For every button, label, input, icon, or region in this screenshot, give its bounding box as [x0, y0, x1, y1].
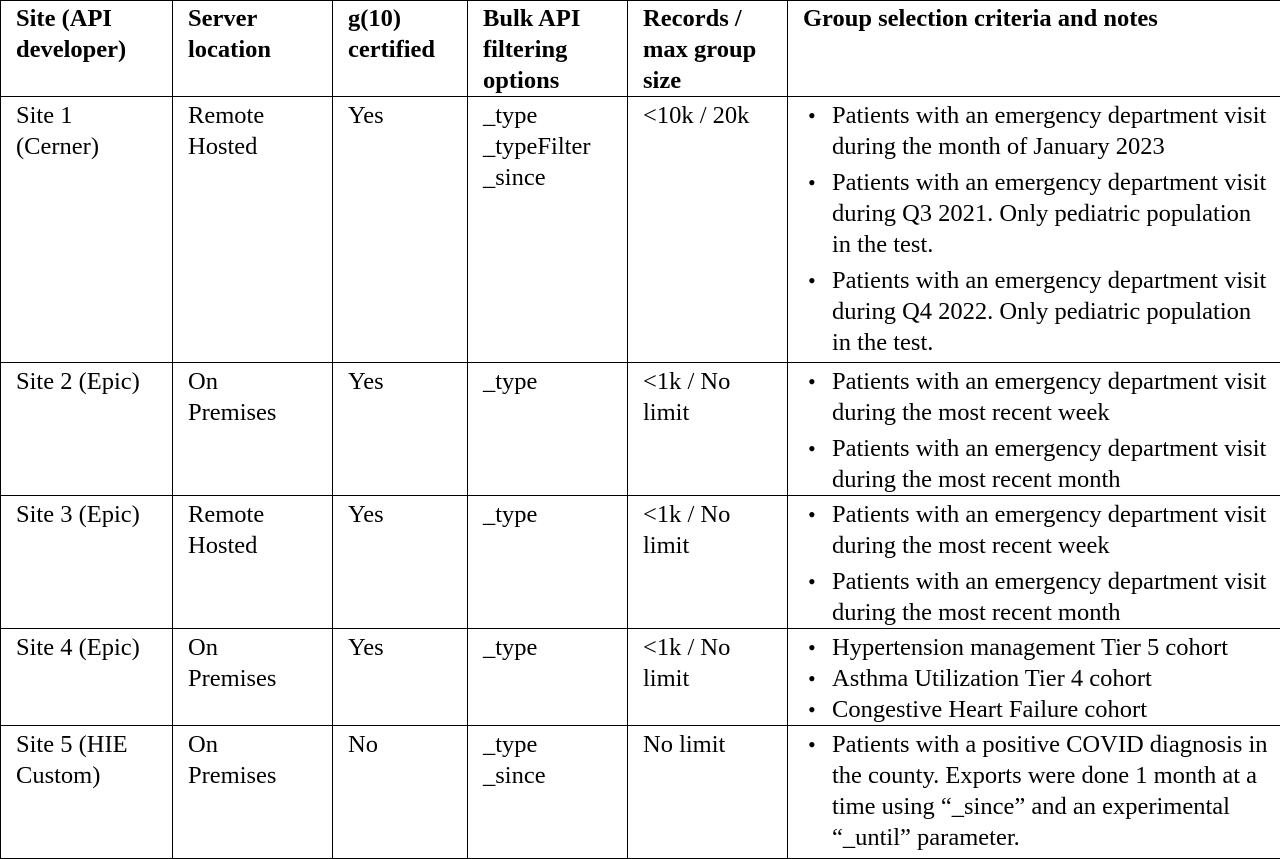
criteria-text: Asthma Utilization Tier 4 cohort — [832, 663, 1272, 694]
g10-value: No — [348, 729, 459, 760]
header-server-location — [173, 1, 333, 97]
server-line: On — [188, 729, 324, 760]
bulk-option: _type — [483, 729, 619, 760]
cell-server-location — [173, 496, 333, 629]
header-bulk-line: filtering — [483, 34, 619, 65]
bullet-icon: • — [808, 366, 816, 397]
criteria-text: Patients with a positive COVID diagnosis in the county. Exports were done 1 month at a time using “_since” and an experimental “_until” parameter. — [832, 729, 1272, 853]
site-line: Site 1 — [16, 100, 164, 131]
server-line: Remote — [188, 100, 324, 131]
site-line: Site 2 (Epic) — [16, 366, 164, 397]
cell-server-location — [173, 726, 333, 859]
cell-bulk-api — [468, 496, 628, 629]
server-line: Hosted — [188, 530, 324, 561]
cell-records — [628, 726, 788, 859]
cell-server-location — [173, 97, 333, 363]
list-item — [803, 265, 1272, 358]
bullet-icon: • — [808, 499, 816, 530]
server-line: Premises — [188, 663, 324, 694]
list-item — [803, 100, 1272, 162]
criteria-text: Patients with an emergency department visit during the most recent week — [832, 366, 1272, 428]
server-line: Premises — [188, 760, 324, 791]
header-site-line: Site (API — [16, 3, 164, 34]
g10-value: Yes — [348, 100, 459, 131]
cell-site — [1, 363, 173, 496]
header-criteria-line: Group selection criteria and notes — [803, 3, 1272, 34]
table-row — [1, 97, 1280, 363]
bulk-option: _since — [483, 162, 619, 193]
header-records — [628, 1, 788, 97]
header-site-line: developer) — [16, 34, 164, 65]
cell-server-location — [173, 629, 333, 726]
list-item — [803, 499, 1272, 561]
header-site — [1, 1, 173, 97]
cell-g10-certified — [333, 726, 468, 859]
records-line: <1k / No — [643, 499, 779, 530]
cell-bulk-api — [468, 726, 628, 859]
server-line: Remote — [188, 499, 324, 530]
cell-bulk-api — [468, 629, 628, 726]
cell-criteria — [788, 726, 1280, 859]
cell-site — [1, 496, 173, 629]
header-server-line: location — [188, 34, 324, 65]
records-line: No limit — [643, 729, 779, 760]
server-line: Hosted — [188, 131, 324, 162]
bulk-option: _typeFilter — [483, 131, 619, 162]
criteria-text: Hypertension management Tier 5 cohort — [832, 632, 1272, 663]
bullet-icon: • — [808, 632, 816, 663]
header-records-line: size — [643, 65, 779, 96]
criteria-list — [803, 100, 1272, 358]
header-records-line: Records / — [643, 3, 779, 34]
g10-value: Yes — [348, 499, 459, 530]
criteria-list — [803, 729, 1272, 853]
header-g10-certified — [333, 1, 468, 97]
cell-bulk-api — [468, 97, 628, 363]
cell-bulk-api — [468, 363, 628, 496]
header-criteria — [788, 1, 1280, 97]
header-g10-line: certified — [348, 34, 459, 65]
table-row — [1, 629, 1280, 726]
list-item — [803, 167, 1272, 260]
header-bulk-line: options — [483, 65, 619, 96]
header-records-line: max group — [643, 34, 779, 65]
bullet-icon: • — [808, 265, 816, 296]
bullet-icon: • — [808, 729, 816, 760]
g10-value: Yes — [348, 366, 459, 397]
list-item — [803, 729, 1272, 853]
records-line: <1k / No — [643, 632, 779, 663]
bulk-option: _type — [483, 499, 619, 530]
header-server-line: Server — [188, 3, 324, 34]
cell-g10-certified — [333, 363, 468, 496]
records-line: limit — [643, 530, 779, 561]
bullet-icon: • — [808, 433, 816, 464]
records-line: <10k / 20k — [643, 100, 779, 131]
bulk-option: _type — [483, 100, 619, 131]
header-bulk-api — [468, 1, 628, 97]
criteria-text: Patients with an emergency department visit during the most recent month — [832, 433, 1272, 495]
table-row — [1, 363, 1280, 496]
criteria-text: Patients with an emergency department visit during Q3 2021. Only pediatric population in the test. — [832, 167, 1272, 260]
bulk-option: _since — [483, 760, 619, 791]
server-line: On — [188, 366, 324, 397]
site-line: Site 3 (Epic) — [16, 499, 164, 530]
records-line: <1k / No — [643, 366, 779, 397]
cell-records — [628, 97, 788, 363]
g10-value: Yes — [348, 632, 459, 663]
list-item — [803, 366, 1272, 428]
list-item — [803, 566, 1272, 628]
criteria-text: Patients with an emergency department visit during the month of January 2023 — [832, 100, 1272, 162]
server-line: On — [188, 632, 324, 663]
header-g10-line: g(10) — [348, 3, 459, 34]
records-line: limit — [643, 397, 779, 428]
cell-g10-certified — [333, 629, 468, 726]
criteria-list — [803, 366, 1272, 495]
list-item — [803, 632, 1272, 663]
cell-criteria — [788, 629, 1280, 726]
cell-g10-certified — [333, 97, 468, 363]
header-row — [1, 1, 1280, 97]
cell-records — [628, 629, 788, 726]
bullet-icon: • — [808, 100, 816, 131]
bulk-option: _type — [483, 632, 619, 663]
site-line: (Cerner) — [16, 131, 164, 162]
site-line: Site 4 (Epic) — [16, 632, 164, 663]
bullet-icon: • — [808, 663, 816, 694]
cell-criteria — [788, 496, 1280, 629]
cell-site — [1, 97, 173, 363]
criteria-text: Congestive Heart Failure cohort — [832, 694, 1272, 725]
bullet-icon: • — [808, 167, 816, 198]
list-item — [803, 663, 1272, 694]
criteria-text: Patients with an emergency department visit during the most recent week — [832, 499, 1272, 561]
cell-site — [1, 629, 173, 726]
records-line: limit — [643, 663, 779, 694]
criteria-text: Patients with an emergency department visit during Q4 2022. Only pediatric population in the test. — [832, 265, 1272, 358]
cell-records — [628, 496, 788, 629]
site-line: Custom) — [16, 760, 164, 791]
header-bulk-line: Bulk API — [483, 3, 619, 34]
cell-criteria — [788, 97, 1280, 363]
cell-records — [628, 363, 788, 496]
criteria-list — [803, 632, 1272, 725]
cell-g10-certified — [333, 496, 468, 629]
table-row — [1, 496, 1280, 629]
cell-criteria — [788, 363, 1280, 496]
criteria-text: Patients with an emergency department visit during the most recent month — [832, 566, 1272, 628]
cell-server-location — [173, 363, 333, 496]
site-line: Site 5 (HIE — [16, 729, 164, 760]
bulk-option: _type — [483, 366, 619, 397]
bullet-icon: • — [808, 566, 816, 597]
list-item — [803, 433, 1272, 495]
table-row — [1, 726, 1280, 859]
list-item — [803, 694, 1272, 725]
cell-site — [1, 726, 173, 859]
criteria-list — [803, 499, 1272, 628]
bullet-icon: • — [808, 694, 816, 725]
server-line: Premises — [188, 397, 324, 428]
